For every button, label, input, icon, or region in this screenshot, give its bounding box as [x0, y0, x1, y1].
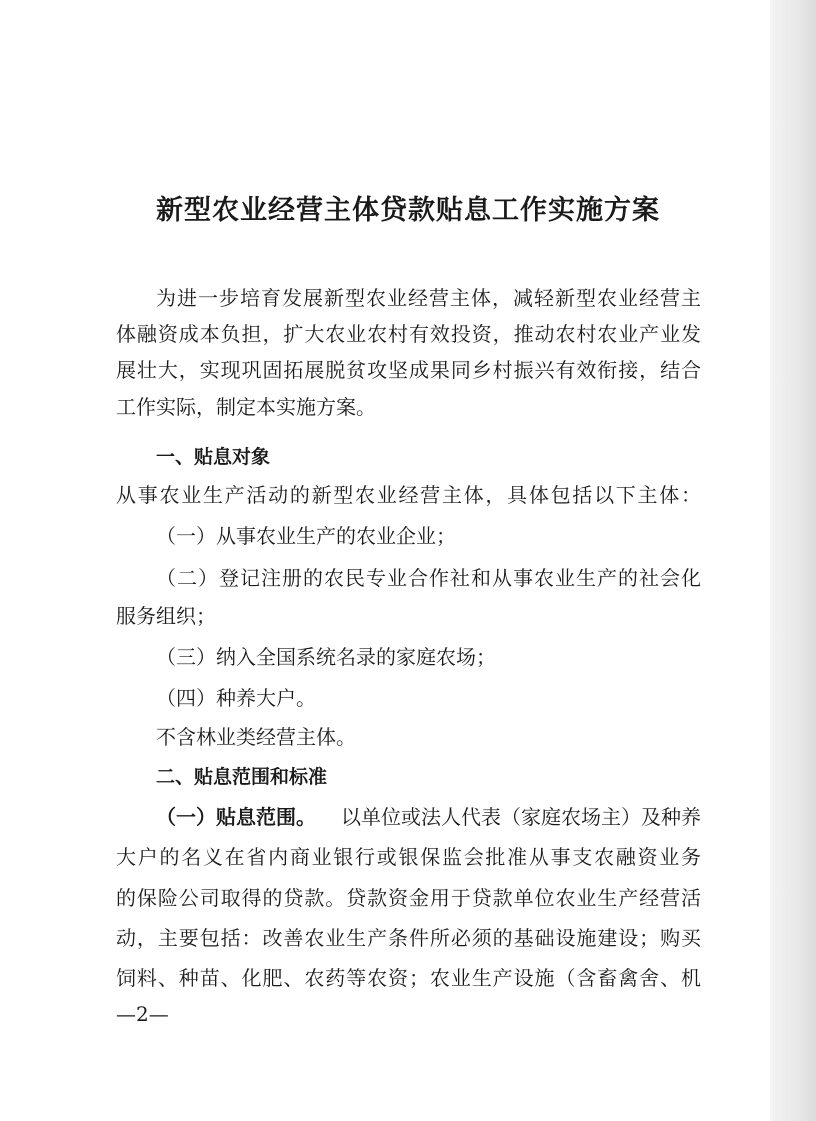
section-2-heading: 二、贴息范围和标准	[156, 766, 328, 788]
list-item-1: （一）从事农业生产的农业企业；	[156, 524, 456, 548]
subsection-1-line-1	[156, 803, 701, 831]
list-item-2-line-2: 服务组织；	[116, 604, 216, 628]
subsection-1-line-3: 的保险公司取得的贷款。贷款资金用于贷款单位农业生产经营活	[116, 886, 701, 910]
scan-edge	[770, 0, 816, 1121]
list-item-3: （三）纳入全国系统名录的家庭农场；	[156, 645, 496, 669]
intro-line-4: 工作实际，制定本实施方案。	[116, 395, 376, 419]
subsection-1-line-5: 饲料、种苗、化肥、农药等农资；农业生产设施（含畜禽舍、机	[116, 966, 701, 990]
exclusion-note: 不含林业类经营主体。	[156, 725, 356, 749]
document-title: 新型农业经营主体贷款贴息工作实施方案	[156, 195, 660, 226]
intro-line-1: 为进一步培育发展新型农业经营主体，减轻新型农业经营主	[156, 286, 701, 310]
subsection-1-line-2: 大户的名义在省内商业银行或银保监会批准从事支农融资业务	[116, 845, 701, 869]
subsection-1-line-1-text: 以单位或法人代表（家庭农场主）及种养	[341, 805, 701, 829]
subsection-1-line-4: 动，主要包括：改善农业生产条件所必须的基础设施建设；购买	[116, 926, 701, 950]
intro-line-3: 展壮大，实现巩固拓展脱贫攻坚成果同乡村振兴有效衔接，结合	[116, 358, 701, 382]
section-1-lead: 从事农业生产活动的新型农业经营主体，具体包括以下主体：	[116, 483, 701, 507]
intro-line-2: 体融资成本负担，扩大农业农村有效投资，推动农村农业产业发	[116, 322, 701, 346]
section-1-heading: 一、贴息对象	[156, 446, 271, 468]
list-item-2-line-1: （二）登记注册的农民专业合作社和从事农业生产的社会化	[156, 566, 701, 590]
page-number: —2—	[116, 1002, 169, 1026]
subsection-1-label: （一）贴息范围。	[156, 805, 316, 829]
list-item-4: （四）种养大户。	[156, 686, 316, 710]
